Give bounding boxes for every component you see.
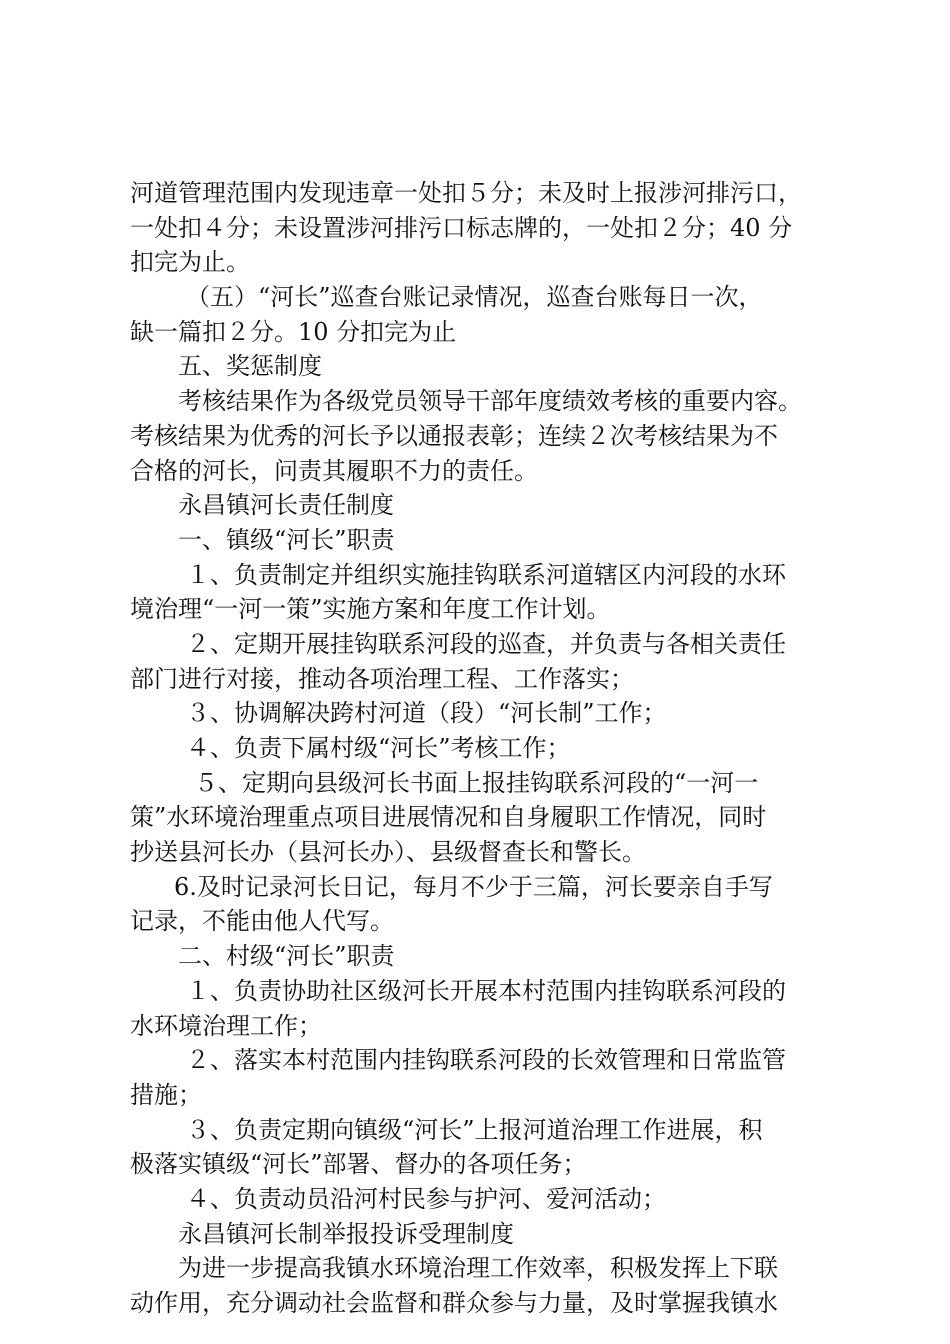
text-line: ４、负责动员沿河村民参与护河、爱河活动； (186, 1184, 666, 1213)
text-line: ４、负责下属村级“河长”考核工作； (186, 734, 571, 762)
text-line: 永昌镇河长责任制度 (178, 491, 394, 520)
text-line: 部门进行对接，推动各项治理工程、工作落实； (130, 664, 634, 693)
text-line: １、负责制定并组织实施挂钩联系河道辖区内河段的水环 (186, 560, 786, 589)
text-line: 记录，不能由他人代写。 (130, 907, 394, 936)
text-line: 水环境治理工作； (130, 1011, 322, 1040)
text-line: ３、负责定期向镇级“河长”上报河道治理工作进展，积 (186, 1115, 763, 1144)
text-line: ３、协调解决跨村河道（段）“河长制”工作； (186, 699, 667, 728)
text-line: 一处扣４分；未设置涉河排污口标志牌的，一处扣２分；40 分 (130, 213, 793, 242)
text-line: 缺一篇扣２分。10 分扣完为止 (130, 317, 457, 346)
text-line: 动作用，充分调动社会监督和群众参与力量，及时掌握我镇水 (130, 1289, 778, 1317)
text-line: 考核结果作为各级党员领导干部年度绩效考核的重要内容。 (178, 387, 802, 416)
text-line: 措施； (130, 1080, 202, 1109)
text-line: （五）“河长”巡查台账记录情况，巡查台账每日一次， (186, 283, 763, 312)
text-line: 为进一步提高我镇水环境治理工作效率，积极发挥上下联 (178, 1254, 778, 1283)
text-line: ５、定期向县级河长书面上报挂钩联系河段的“一河一 (194, 768, 759, 797)
text-line: 策”水环境治理重点项目进展情况和自身履职工作情况，同时 (130, 803, 767, 832)
text-line: 极落实镇级“河长”部署、督办的各项任务； (130, 1150, 587, 1179)
text-line: 五、奖惩制度 (178, 352, 322, 381)
text-line: 考核结果为优秀的河长予以通报表彰；连续２次考核结果为不 (130, 421, 778, 450)
text-line: 二、村级“河长”职责 (178, 942, 395, 971)
text-line: 抄送县河长办（县河长办）、县级督查长和警长。 (130, 838, 646, 867)
text-line: 境治理“一河一策”实施方案和年度工作计划。 (130, 595, 611, 624)
text-line: 合格的河长，问责其履职不力的责任。 (130, 456, 538, 485)
text-line: ２、定期开展挂钩联系河段的巡查，并负责与各相关责任 (186, 629, 786, 658)
text-line: 河道管理范围内发现违章一处扣５分；未及时上报涉河排污口， (130, 179, 802, 207)
text-line: 一、镇级“河长”职责 (178, 525, 395, 554)
document-page (130, 176, 832, 1321)
text-line: １、负责协助社区级河长开展本村范围内挂钩联系河段的 (186, 976, 786, 1005)
text-line: 扣完为止。 (130, 248, 250, 277)
text-line: 6.及时记录河长日记，每月不少于三篇，河长要亲自手写 (174, 872, 773, 901)
text-line: ２、落实本村范围内挂钩联系河段的长效管理和日常监管 (186, 1046, 786, 1075)
text-line: 永昌镇河长制举报投诉受理制度 (178, 1219, 514, 1248)
